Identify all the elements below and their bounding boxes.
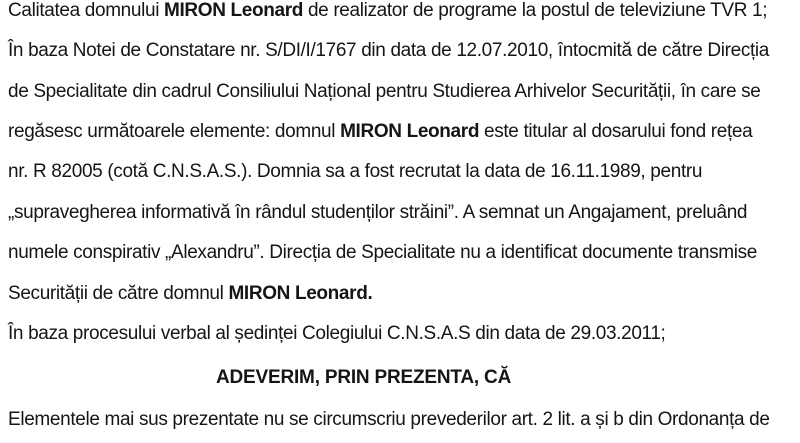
line-4-text-start: regăsesc următoarele elemente: domnul bbox=[8, 121, 341, 142]
paragraph-line-9: În baza procesului verbal al ședinței Colegiului C.N.S.A.S din data de 29.03.2011; bbox=[8, 323, 666, 344]
person-name-1: MIRON Leonard bbox=[164, 0, 304, 21]
paragraph-line-5: nr. R 82005 (cotă C.N.S.A.S.). Domnia sa a fost recrutat la data de 16.11.1989, pentru bbox=[8, 161, 703, 182]
paragraph-line-4 bbox=[8, 121, 752, 143]
line-8-text-start: Securității de către domnul bbox=[8, 283, 229, 304]
line-4-text-end: este titular al dosarului fond rețea bbox=[479, 121, 753, 142]
section-heading: ADEVERIM, PRIN PREZENTA, CĂ bbox=[216, 367, 512, 388]
paragraph-line-8 bbox=[8, 283, 372, 305]
line-1-text-end: de realizator de programe la postul de televiziune TVR 1; bbox=[303, 0, 768, 21]
person-name-3: MIRON Leonard. bbox=[228, 283, 373, 304]
paragraph-line-3: de Specialitate din cadrul Consiliului Național pentru Studierea Arhivelor Securității, în care se bbox=[8, 81, 761, 102]
line-1-text-start: Calitatea domnului bbox=[8, 0, 165, 21]
paragraph-line-1 bbox=[8, 0, 767, 22]
paragraph-line-7: numele conspirativ „Alexandru”. Direcția de Specialitate nu a identificat documente transmise bbox=[8, 242, 757, 263]
paragraph-line-6: „supravegherea informativă în rândul studenților străini”. A semnat un Angajament, preluând bbox=[8, 202, 748, 223]
paragraph-line-2: În baza Notei de Constatare nr. S/DI/I/1767 din data de 12.07.2010, întocmită de către Direcția bbox=[8, 40, 770, 61]
person-name-2: MIRON Leonard bbox=[340, 121, 480, 142]
paragraph-line-10: Elementele mai sus prezentate nu se circumscriu prevederilor art. 2 lit. a și b din Ordonanța de bbox=[8, 409, 770, 430]
